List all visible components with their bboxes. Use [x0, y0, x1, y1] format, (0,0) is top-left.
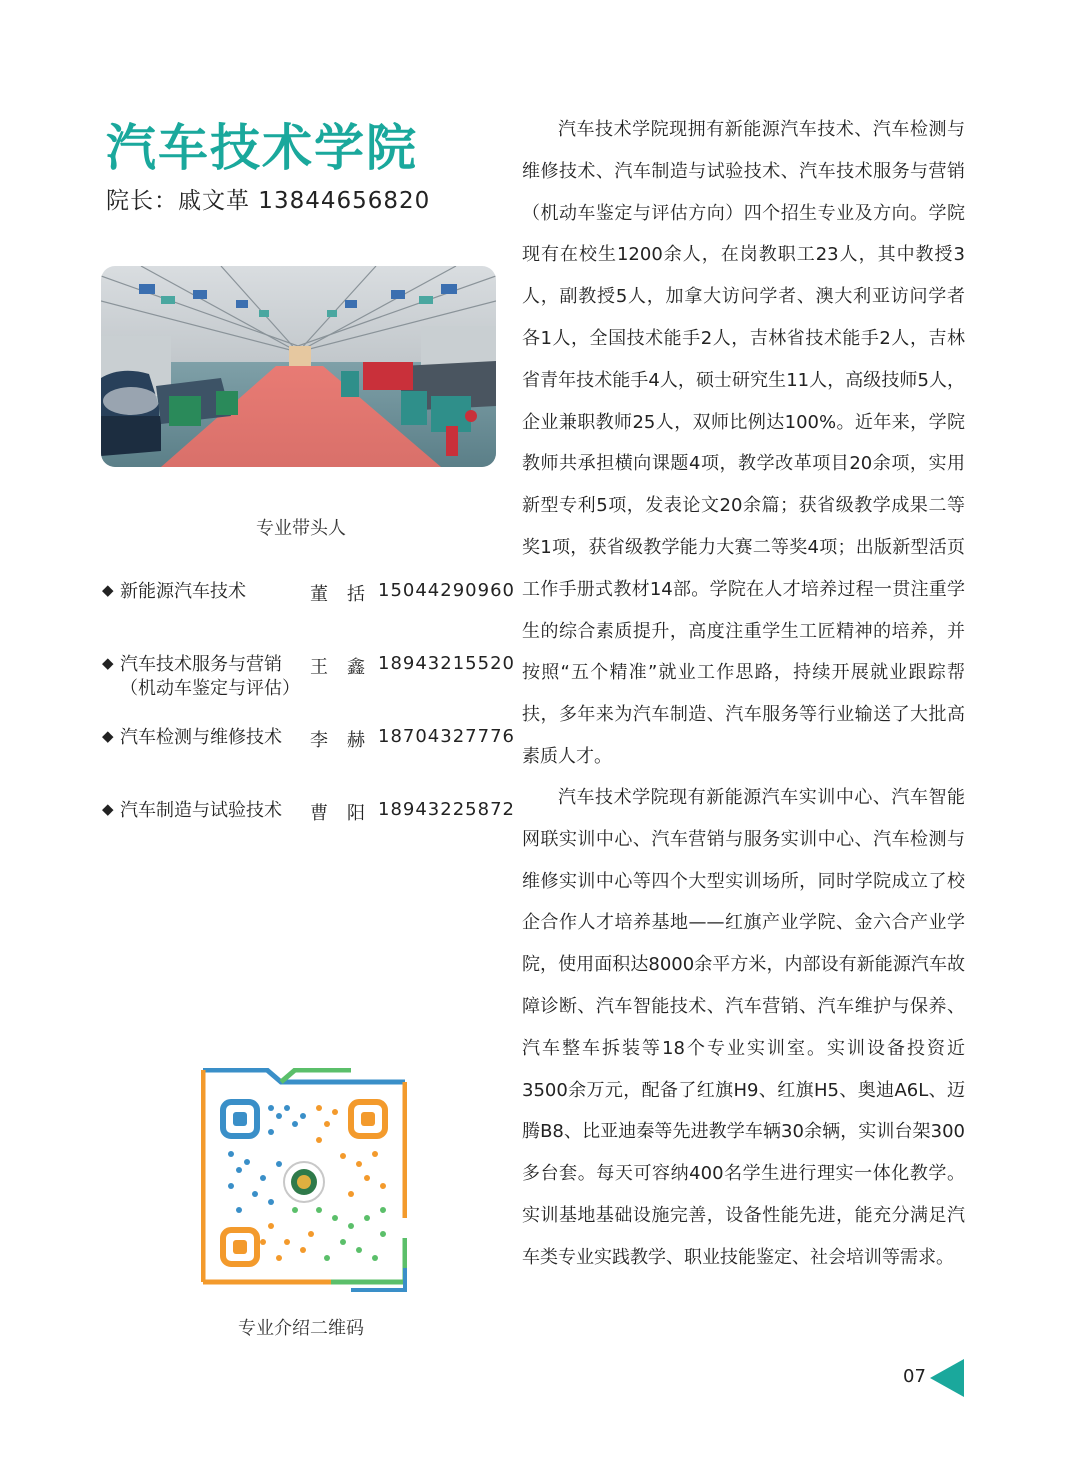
- workshop-photo: [101, 266, 496, 467]
- diamond-bullet-icon: ◆: [102, 654, 114, 672]
- leader-major: 汽车制造与试验技术: [120, 800, 282, 821]
- page-title: 汽车技术学院: [106, 119, 418, 177]
- leader-name: 李赫: [310, 730, 384, 751]
- dean-contact: 院长：戚文革 13844656820: [106, 188, 431, 214]
- leader-name: 王鑫: [310, 657, 384, 678]
- page-number: 07: [903, 1366, 926, 1387]
- qr-caption: 专业介绍二维码: [238, 1318, 364, 1339]
- leader-item: [102, 726, 515, 786]
- page-triangle-icon: [930, 1359, 964, 1397]
- leader-major: 新能源汽车技术: [120, 581, 246, 602]
- intro-paragraph: 汽车技术学院现拥有新能源汽车技术、汽车检测与维修技术、汽车制造与试验技术、汽车技术服务与营销（机动车鉴定与评估方向）四个招生专业及方向。学院现有在校生1200余人，在岗教职工23人，其中教授3人，副教授5人，加拿大访问学者、澳大利亚访问学者各1人，全国技术能手2人，吉林省技术能手2人，吉林省青年技术能手4人，硕士研究生11人，高级技师5人，企业兼职教师25人，双师比例达100%。近年来，学院教师共承担横向课题4项，教学改革项目20余项，实用新型专利5项，发表论文20余篇；获省级教学成果二等奖1项，获省级教学能力大赛二等奖4项；出版新型活页工作手册式教材14部。学院在人才培养过程一贯注重学生的综合素质提升，高度注重学生工匠精神的培养，并按照“五个精准”就业工作思路，持续开展就业跟踪帮扶，多年来为汽车制造、汽车服务等行业输送了大批高素质人才。: [522, 119, 965, 767]
- leader-phone: 18704327776: [378, 726, 515, 747]
- leader-phone: 18943215520: [378, 653, 515, 674]
- leader-major: 汽车技术服务与营销: [120, 654, 282, 675]
- leader-major-sub: （机动车鉴定与评估）: [120, 678, 300, 699]
- leader-phone: 15044290960: [378, 580, 515, 601]
- leader-phone: 18943225872: [378, 799, 515, 820]
- qr-code-icon[interactable]: [201, 1068, 407, 1300]
- leaders-heading: 专业带头人: [256, 518, 346, 539]
- leader-major: 汽车检测与维修技术: [120, 727, 282, 748]
- leader-name: 曹阳: [310, 803, 384, 824]
- facilities-paragraph: 汽车技术学院现有新能源汽车实训中心、汽车智能网联实训中心、汽车营销与服务实训中心、汽车检测与维修实训中心等四个大型实训场所，同时学院成立了校企合作人才培养基地——红旗产业学院、金六合产业学院，使用面积达8000余平方米，内部设有新能源汽车故障诊断、汽车智能技术、汽车营销、汽车维护与保养、汽车整车拆装等18个专业实训室。实训设备投资近3500余万元，配备了红旗H9、红旗H5、奥迪A6L、迈腾B8、比亚迪秦等先进教学车辆30余辆，实训台架300多台套。每天可容纳400名学生进行理实一体化教学。实训基地基础设施完善，设备性能先进，能充分满足汽车类专业实践教学、职业技能鉴定、社会培训等需求。: [522, 787, 965, 1268]
- diamond-bullet-icon: ◆: [102, 581, 114, 599]
- leader-item: [102, 580, 515, 640]
- diamond-bullet-icon: ◆: [102, 727, 114, 745]
- leader-item: [102, 653, 515, 713]
- leader-item: [102, 799, 515, 859]
- leader-name: 董括: [310, 584, 384, 605]
- diamond-bullet-icon: ◆: [102, 800, 114, 818]
